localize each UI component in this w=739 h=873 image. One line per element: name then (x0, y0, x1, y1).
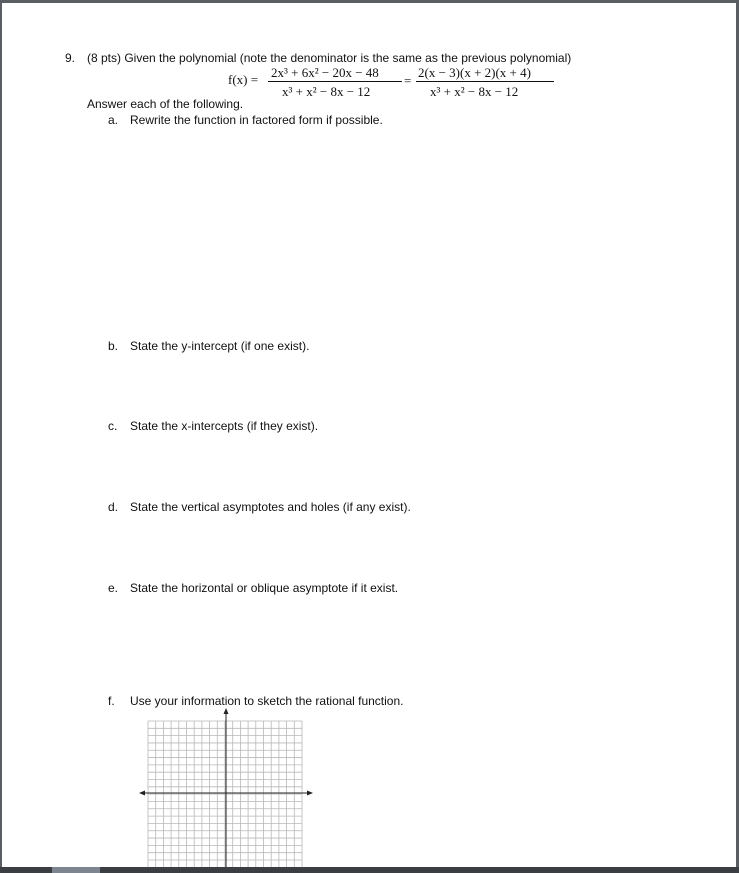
fraction-bar-2 (416, 81, 554, 82)
part-d-letter: d. (108, 500, 119, 514)
part-c-text: State the x-intercepts (if they exist). (130, 419, 319, 433)
instruction-text: Answer each of the following. (87, 97, 244, 111)
part-e-letter: e. (108, 581, 119, 595)
denominator-2: x³ + x² − 8x − 12 (430, 84, 519, 99)
part-a-letter: a. (108, 113, 119, 127)
function-label: f(x) = (228, 72, 259, 87)
part-f-text: Use your information to sketch the rational function. (130, 694, 404, 708)
sketch-grid[interactable] (132, 707, 322, 867)
part-e-text: State the horizontal or oblique asymptote if it exist. (130, 581, 399, 595)
part-d-text: State the vertical asymptotes and holes (if any exist). (130, 500, 411, 514)
part-b-letter: b. (108, 339, 119, 353)
fraction-bar-1 (268, 81, 402, 82)
equals-sign: = (404, 73, 412, 88)
numerator-expanded: 2x³ + 6x² − 20x − 48 (271, 65, 379, 80)
viewer-bottom-bar (0, 867, 739, 873)
part-c-letter: c. (108, 419, 118, 433)
part-b-text: State the y-intercept (if one exist). (130, 339, 310, 353)
viewer-scroll-thumb[interactable] (52, 867, 100, 873)
y-axis-arrow-icon (224, 708, 229, 714)
question-number: 9. (65, 51, 76, 65)
denominator-1: x³ + x² − 8x − 12 (282, 84, 371, 99)
numerator-factored: 2(x − 3)(x + 2)(x + 4) (418, 65, 531, 80)
part-f-letter: f. (108, 694, 115, 708)
x-axis-left-arrow-icon (139, 791, 145, 796)
document-page (2, 3, 736, 867)
x-axis-right-arrow-icon (307, 791, 313, 796)
part-a-text: Rewrite the function in factored form if possible. (130, 113, 383, 127)
question-intro: (8 pts) Given the polynomial (note the denominator is the same as the previous polynomial) (87, 51, 572, 65)
